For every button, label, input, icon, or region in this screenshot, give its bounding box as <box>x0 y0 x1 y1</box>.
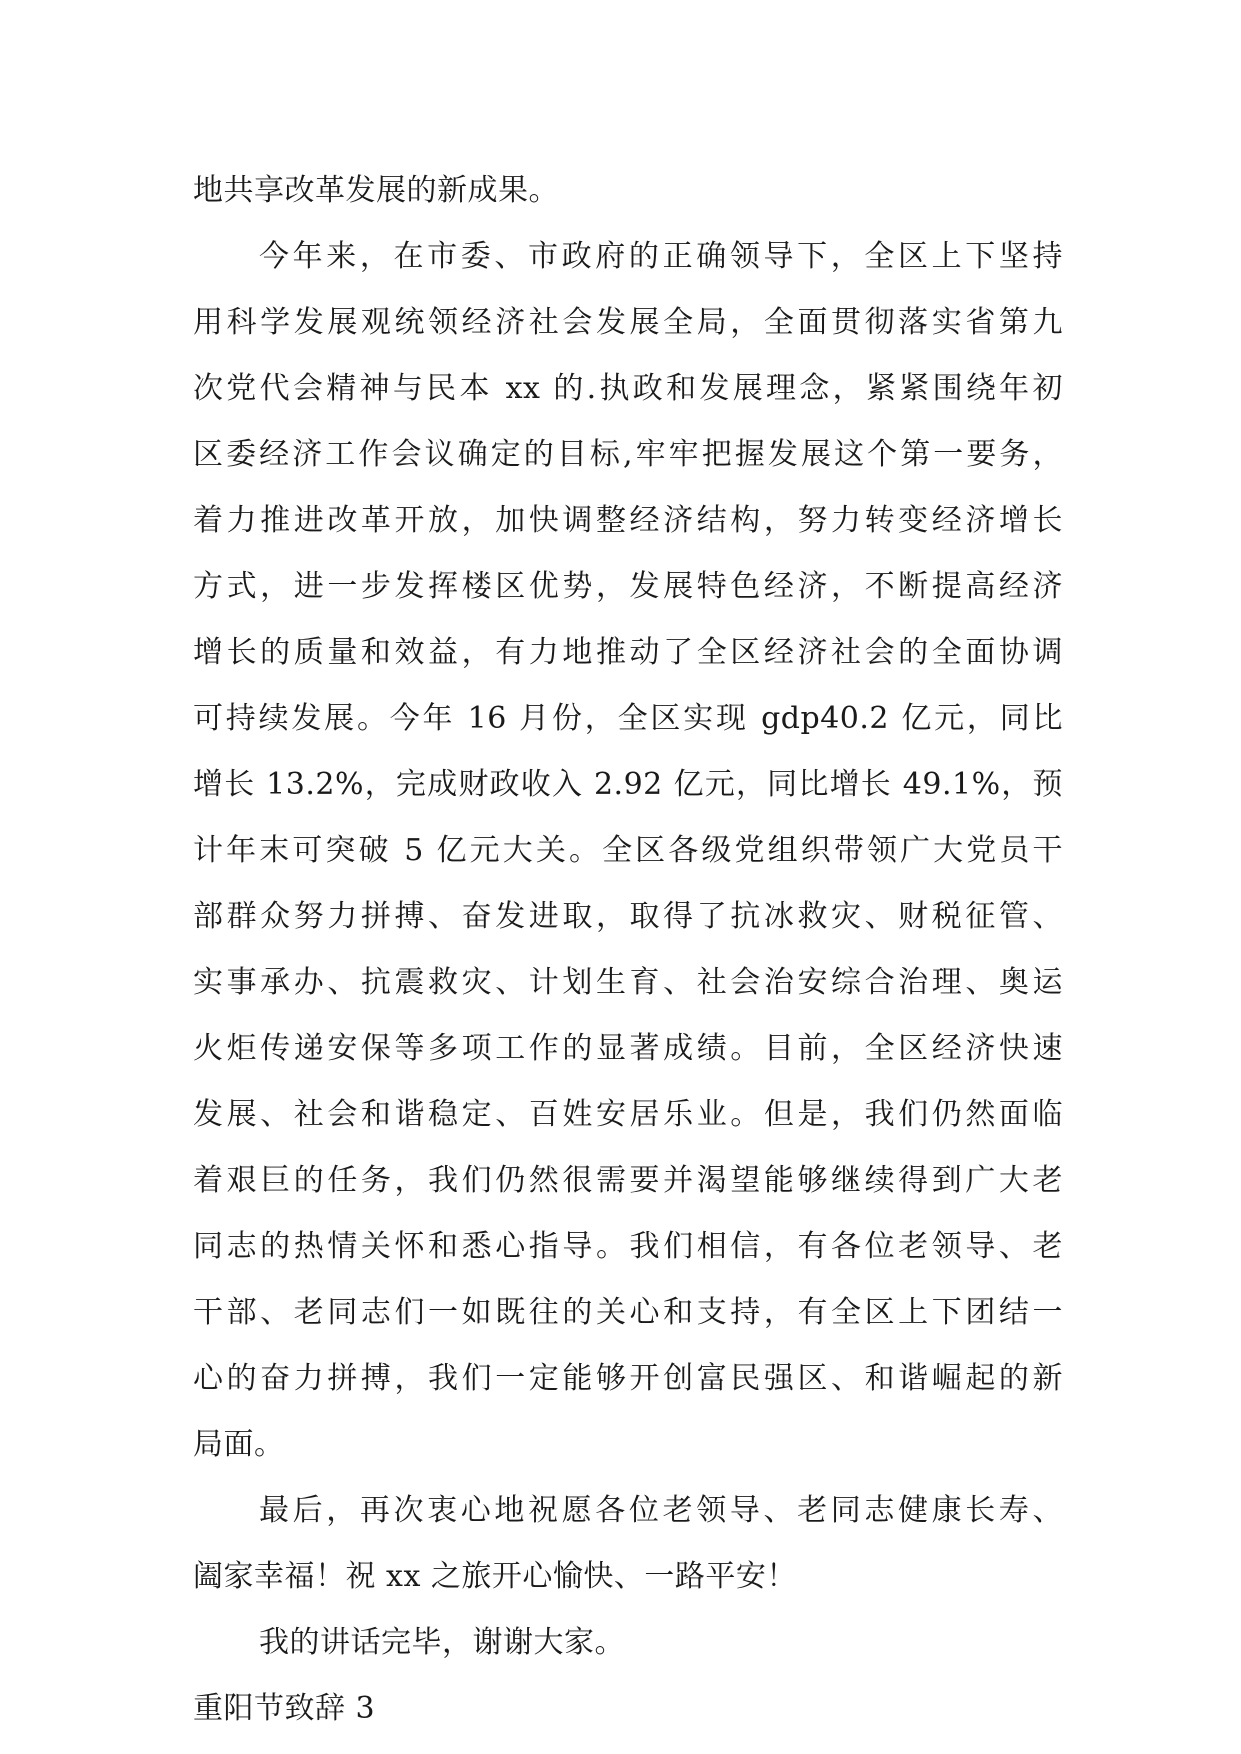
text-line: 干部、老同志们一如既往的关心和支持，有全区上下团结一 <box>193 1295 1063 1330</box>
text-line: 部群众努力拼搏、奋发进取，取得了抗冰救灾、财税征管、 <box>193 899 1063 934</box>
text-line: 发展、社会和谐稳定、百姓安居乐业。但是，我们仍然面临 <box>193 1097 1063 1132</box>
text-line: 局面。 <box>193 1427 285 1462</box>
text-line: 增长的质量和效益，有力地推动了全区经济社会的全面协调 <box>193 635 1063 670</box>
text-line: 实事承办、抗震救灾、计划生育、社会治安综合治理、奥运 <box>193 965 1063 1000</box>
text-line: 可持续发展。今年 16 月份，全区实现 gdp40.2 亿元，同比 <box>193 701 1063 736</box>
text-line: 阖家幸福！祝 xx 之旅开心愉快、一路平安！ <box>193 1559 797 1594</box>
text-line: 着艰巨的任务，我们仍然很需要并渴望能够继续得到广大老 <box>193 1163 1063 1198</box>
text-line: 今年来，在市委、市政府的正确领导下，全区上下坚持 <box>259 239 1063 274</box>
text-line: 火炬传递安保等多项工作的显著成绩。目前，全区经济快速 <box>193 1031 1063 1066</box>
text-line: 地共享改革发展的新成果。 <box>193 173 559 208</box>
text-line: 用科学发展观统领经济社会发展全局，全面贯彻落实省第九 <box>193 305 1063 340</box>
section-heading: 重阳节致辞 3 <box>193 1691 376 1726</box>
text-line: 区委经济工作会议确定的目标,牢牢把握发展这个第一要务， <box>193 437 1063 472</box>
text-line: 方式，进一步发挥楼区优势，发展特色经济，不断提高经济 <box>193 569 1063 604</box>
document-body <box>193 158 1063 1742</box>
paragraph <box>193 158 1063 224</box>
paragraph <box>193 1610 1063 1676</box>
text-line: 我的讲话完毕，谢谢大家。 <box>259 1625 625 1660</box>
text-line: 计年末可突破 5 亿元大关。全区各级党组织带领广大党员干 <box>193 833 1063 868</box>
paragraph <box>193 1478 1063 1610</box>
text-line: 最后，再次衷心地祝愿各位老领导、老同志健康长寿、 <box>259 1493 1063 1528</box>
text-line: 同志的热情关怀和悉心指导。我们相信，有各位老领导、老 <box>193 1229 1063 1264</box>
text-line: 增长 13.2%，完成财政收入 2.92 亿元，同比增长 49.1%，预 <box>193 767 1063 802</box>
paragraph <box>193 224 1063 1478</box>
text-line: 心的奋力拼搏，我们一定能够开创富民强区、和谐崛起的新 <box>193 1361 1063 1396</box>
text-line: 次党代会精神与民本 xx 的.执政和发展理念，紧紧围绕年初 <box>193 371 1063 406</box>
text-line: 着力推进改革开放，加快调整经济结构，努力转变经济增长 <box>193 503 1063 538</box>
